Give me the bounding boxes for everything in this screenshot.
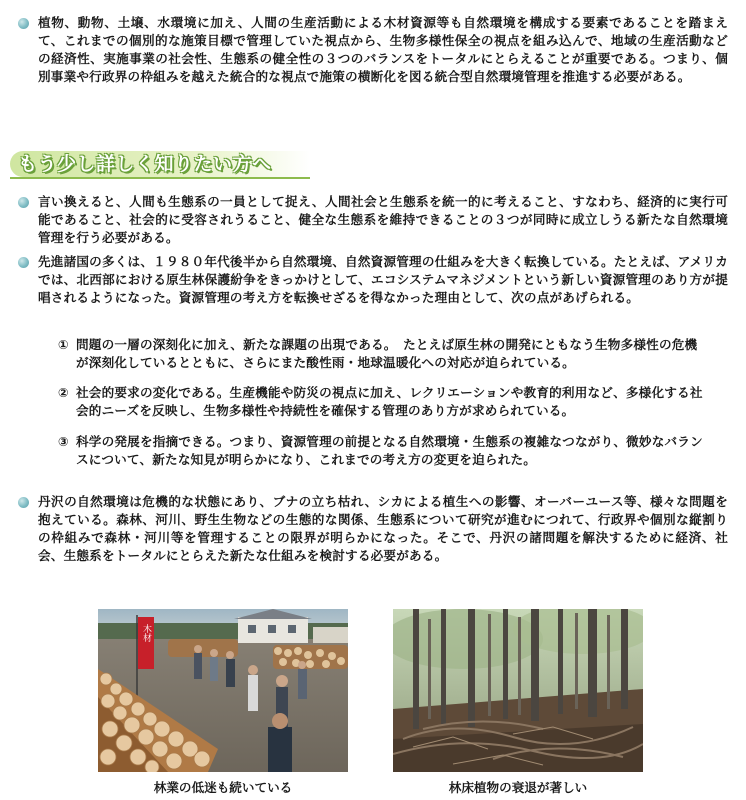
reason-text: 社会的要求の変化である。生産機能や防災の視点に加え、レクリエーションや教育的利用など、多様化する社会的ニーズを反映し、生物多様性や持続性を確保する管理のあり方が求められている。 [76,385,703,418]
photo-caption: 林業の低迷も続いている [153,780,293,795]
flag-text: 木材 [141,624,151,642]
paragraph-advanced-nations: 先進諸国の多くは、１９８０年代後半から自然環境、自然資源管理の仕組みを大きく転換している。たとえば、アメリカでは、北西部における原生林保護紛争をきっかけとして、エコシステムマネジメントという新しい資源管理のあり方が提唱されるようになった。資源管理の考え方を転換せざるを得なかった理由として、次の点があげられる。 [38,254,728,305]
paragraph-restatement: 言い換えると、人間も生態系の一員として捉え、人間社会と生態系を統一的に考えること、すなわち、経済的に実行可能であること、社会的に受容されうること、健全な生態系を維持できることの３つが同時に成立しうる新たな自然環境管理を行う必要がある。 [38,194,728,245]
bullet-icon [18,18,29,29]
bullet-icon [18,257,29,268]
reason-text: 科学の発展を指摘できる。つまり、資源管理の前提となる自然環境・生態系の複雑なつながり、微妙なバランスについて、新たな知見が明らかになり、これまでの考え方の変更を迫られた。 [76,434,703,467]
bullet-icon [18,197,29,208]
forest-floor-photo [393,609,643,772]
reason-text: 問題の一層の深刻化に加え、新たな課題の出現である。 たとえば原生林の開発にともなう生物多様性の危機が深刻化しているとともに、さらにまた酸性雨・地球温暖化への対応が迫られている。 [76,337,698,370]
reason-item-1 [58,336,708,372]
banner-underline [10,177,310,179]
reason-number: ① [58,337,69,352]
reason-number: ③ [58,434,69,449]
reason-number: ② [58,385,69,400]
section-banner [10,145,310,181]
timber-yard-photo [98,609,348,772]
photo-caption: 林床植物の衰退が著しい [448,780,588,795]
reason-item-3 [58,433,708,469]
bullet-icon [18,497,29,508]
paragraph-tanzawa: 丹沢の自然環境は危機的な状態にあり、ブナの立ち枯れ、シカによる植生への影響、オーバーユース等、様々な問題を抱えている。森林、河川、野生生物などの生態的な関係、生態系について研究が進むにつれて、行政界や個別な縦割りの枠組みで森林・河川等を管理することの限界が明らかになった。そこで、丹沢の諸問題を解決するために経済、社会、生態系をトータルにとらえた新たな仕組みを検討する必要がある。 [38,494,728,563]
intro-paragraph: 植物、動物、土壌、水環境に加え、人間の生産活動による木材資源等も自然環境を構成する要素であることを踏まえて、これまでの個別的な施策目標で管理していた視点から、生物多様性保全の視点を組み込んで、地域の生産活動などの経済性、実施事業の社会性、生態系の健全性の３つのバランスをトータルにとらえることが重要である。つまり、個別事業や行政界の枠組みを越えた統合的な視点で施策の横断化を図る統合型自然環境管理を推進する必要がある。 [38,15,728,84]
reason-item-2 [58,384,708,420]
banner-title: もう少し詳しく知りたい方へ [18,153,272,175]
